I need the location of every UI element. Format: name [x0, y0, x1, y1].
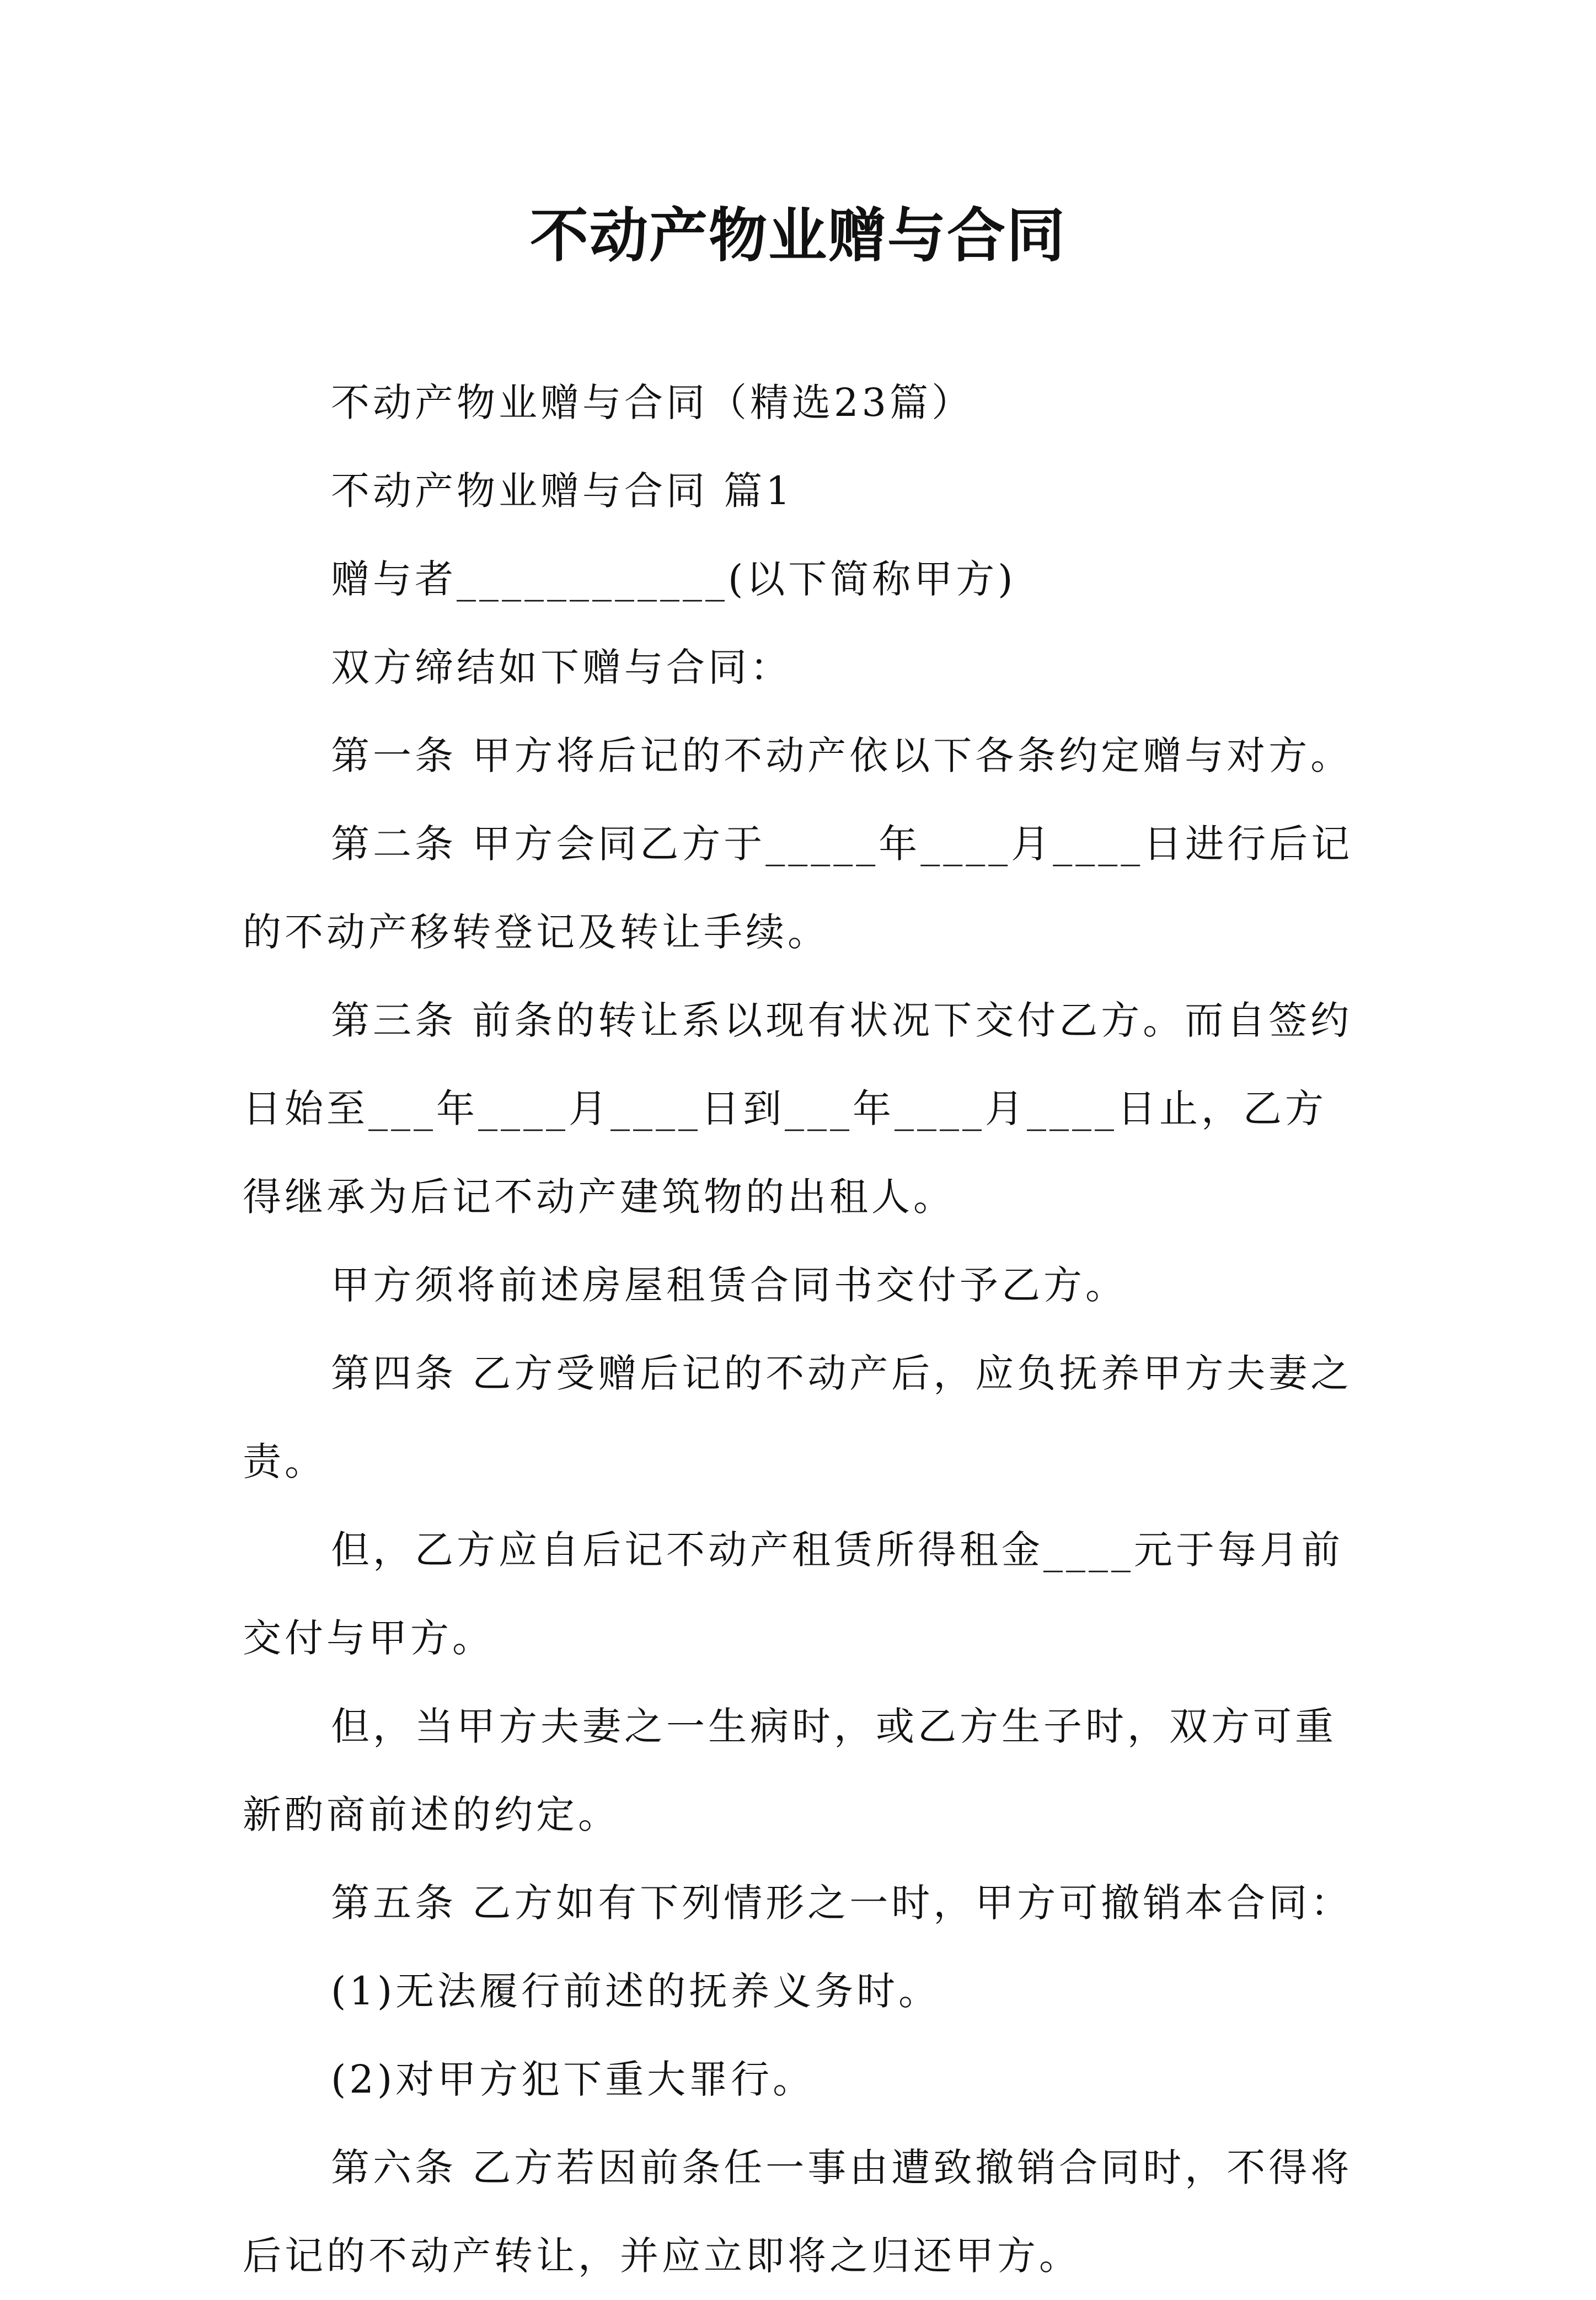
paragraph-article-3: 第三条 前条的转让系以现有状况下交付乙方。而自签约日始至___年____月____日到___年____月____日止，乙方得继承为后记不动产建筑物的出租人。	[243, 998, 1353, 1219]
document-body	[243, 359, 1362, 2300]
document-title: 不动产物业赠与合同	[530, 202, 1066, 270]
paragraph-article-2: 第二条 甲方会同乙方于_____年____月____日进行后记的不动产移转登记及转让手续。	[243, 821, 1353, 955]
paragraph-article-6: 第六条 乙方若因前条任一事由遭致撤销合同时，不得将后记的不动产转让，并应立即将之归还甲方。	[243, 2145, 1353, 2278]
paragraph-intro: 双方缔结如下赠与合同：	[331, 645, 792, 690]
paragraph-article-4: 第四条 乙方受赠后记的不动产后，应负抚养甲方夫妻之责。	[243, 1351, 1353, 1484]
paragraph-lease-handover: 甲方须将前述房屋租赁合同书交付予乙方。	[331, 1263, 1127, 1308]
paragraph-rent-payment: 但，乙方应自后记不动产租赁所得租金____元于每月前交付与甲方。	[243, 1527, 1343, 1661]
paragraph-section-heading: 不动产物业赠与合同 篇1	[331, 468, 794, 514]
paragraph-subtitle: 不动产物业赠与合同（精选23篇）	[331, 380, 974, 425]
paragraph-article-5: 第五条 乙方如有下列情形之一时，甲方可撤销本合同：	[331, 1880, 1353, 1925]
paragraph-renegotiation: 但，当甲方夫妻之一生病时，或乙方生子时，双方可重新酌商前述的约定。	[243, 1704, 1337, 1837]
paragraph-condition-2: (2)对甲方犯下重大罪行。	[331, 2057, 815, 2102]
paragraph-donor: 赠与者____________(以下简称甲方)	[331, 557, 1016, 602]
paragraph-condition-1: (1)无法履行前述的抚养义务时。	[331, 1969, 941, 2014]
paragraph-article-1: 第一条 甲方将后记的不动产依以下各条约定赠与对方。	[331, 733, 1353, 778]
